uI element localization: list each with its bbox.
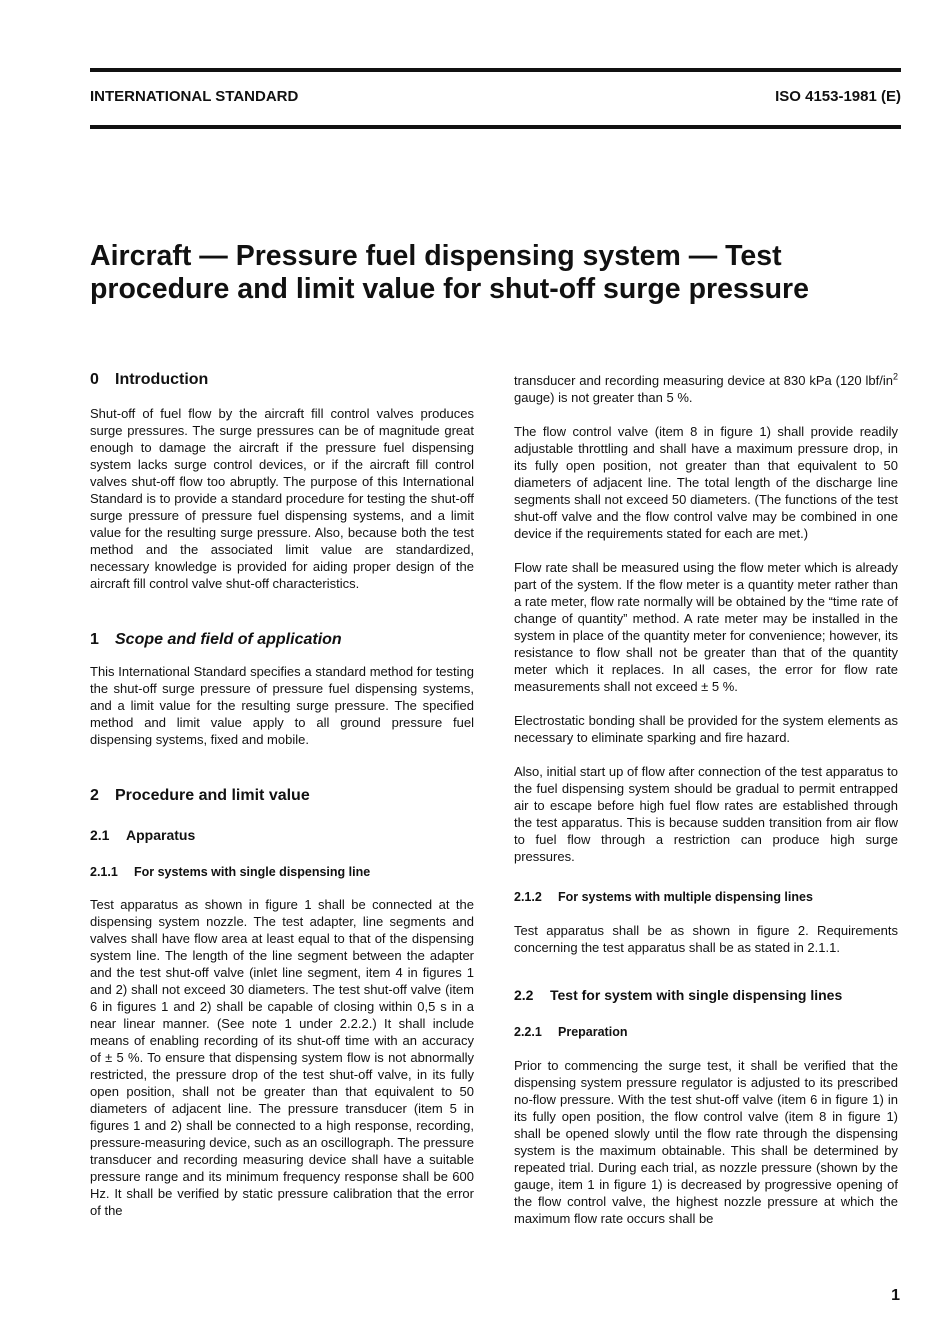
section-2-1-1-paragraph-1-continued: transducer and recording measuring device at 830 kPa (120 lbf/$in^2$ gauge) is not greater than 5 %. bbox=[514, 371, 898, 405]
section-2-1-1-paragraph-2: The flow control valve (item 8 in figure 1) shall provide readily adjustable throttling and shall have a maximum pressure drop, in its fully open position, not greater than that equivalent to 50 diameters of adjacent line. The total length of the discharge line segments shall not exceed 50 diameters. (The functions of the test shut-off valve and the flow control valve may be combined in one device if the requirements stated for each are met.) bbox=[514, 424, 898, 541]
document-type-label: INTERNATIONAL STANDARD bbox=[90, 88, 299, 105]
title-line-2: procedure and limit value for shut-off surge pressure bbox=[90, 273, 809, 305]
section-2-1-1-paragraph-3: Flow rate shall be measured using the flow meter which is already part of the system. If the flow meter is a quantity meter rather than a rate meter, flow rate normally will be obtained by the “time rate of change of quantity” method. A rate meter may be installed in the system in place of the quantity meter for convenience; however, its resistance to flow shall not be greater than that of the quantity meter which it replaces. In all cases, the error for flow rate measurements shall not exceed ± 5 %. bbox=[514, 560, 898, 694]
section-0-heading: 0 Introduction bbox=[90, 371, 209, 388]
section-2-heading: 2 Procedure and limit value bbox=[90, 787, 310, 804]
section-2-1-heading: 2.1 Apparatus bbox=[90, 827, 196, 843]
section-2-1-2-heading: 2.1.2 For systems with multiple dispensing lines bbox=[514, 890, 813, 904]
standard-number: ISO 4153-1981 (E) bbox=[775, 88, 901, 105]
section-0-paragraph: Shut-off of fuel flow by the aircraft fill control valves produces surge pressures. The surge pressures can be of magnitude great enough to damage the aircraft if the pressure fuel dispensing system lacks surge control devices, or if the aircraft fill control valves shut-off flow too abruptly. The purpose of this International Standard is to provide a standard procedure for testing the shut-off surge pressure of pressure fuel dispensing systems, and a limit value for the resulting surge pressure. Also, because both the test method and the associated limit value are standardized, necessary knowledge is provided for aiding proper design of the aircraft fill control valve shut-off characteristics. bbox=[90, 406, 474, 591]
section-1-heading: 1 Scope and field of application bbox=[90, 631, 342, 648]
section-2-2-1-paragraph: Prior to commencing the surge test, it shall be verified that the dispensing system pressure regulator is adjusted to its prescribed no-flow pressure. With the test shut-off valve (item 6 in figure 1) in its fully open position, the flow control valve (item 8 in figure 1) shall be opened slowly until the flow rate through the dispensing system is the maximum obtainable. This shall be determined by repeated trial. During each trial, as nozzle pressure (shown by the gauge, item 1 in figure 1) is decreased by progressive opening of the flow control valve, the highest nozzle pressure at which the maximum flow rate occurs shall be bbox=[514, 1058, 898, 1226]
page-title bbox=[90, 240, 890, 306]
section-2-1-1-paragraph-5: Also, initial start up of flow after connection of the test apparatus to the fuel dispensing system should be gradual to permit entrapped air to escape before high fuel flow rates are established through the test apparatus. This is because sudden transition from air flow to fuel flow through a restriction can produce high surge pressures. bbox=[514, 764, 898, 864]
section-2-2-heading: 2.2 Test for system with single dispensing lines bbox=[514, 987, 843, 1003]
section-1-paragraph: This International Standard specifies a standard method for testing the shut-off surge pressure of pressure fuel dispensing systems, and a limit value for the resulting surge pressure. The specified method and limit value apply to all ground pressure fuel dispensing systems, fixed and mobile. bbox=[90, 664, 474, 747]
page-number: 1 bbox=[891, 1287, 900, 1304]
section-2-1-1-paragraph-4: Electrostatic bonding shall be provided for the system elements as necessary to eliminate sparking and fire hazard. bbox=[514, 713, 898, 745]
right-column bbox=[514, 368, 898, 1227]
header-top-rule bbox=[90, 68, 901, 72]
section-2-1-2-paragraph: Test apparatus shall be as shown in figure 2. Requirements concerning the test apparatus shall be as stated in 2.1.1. bbox=[514, 923, 898, 955]
section-2-1-1-heading: 2.1.1 For systems with single dispensing line bbox=[90, 865, 371, 879]
header-bottom-rule bbox=[90, 125, 901, 129]
left-column bbox=[90, 368, 474, 1219]
title-line-1: Aircraft — Pressure fuel dispensing system — Test bbox=[90, 240, 782, 272]
section-2-1-1-paragraph-1: Test apparatus as shown in figure 1 shall be connected at the dispensing system nozzle. The test adapter, line segments and valves shall have flow area at least equal to that of the dispensing system line. The length of the line segment between the adapter and the test shut-off valve (inlet line segment, item 4 in figures 1 and 2) shall not exceed 30 diameters. The test shut-off valve (item 6 in figures 1 and 2) shall be capable of closing within 0,5 s in a near linear manner. (See note 1 under 2.2.2.) It shall include means of enabling recording of its shut-off time with an accuracy of ± 5 %. To ensure that dispensing system flow is not abnormally restricted, the pressure drop of the test shut-off valve, in its fully open position, shall not be greater than that equivalent to 50 diameters of adjacent line. The pressure transducer (item 5 in figures 1 and 2) shall be connected to a high response, recording, pressure-measuring device, such as an oscillograph. The pressure transducer and recording measuring device shall have a suitable pressure range and its minimum frequency response shall be 600 Hz. It shall be verified by static pressure calibration that the error of the bbox=[90, 897, 474, 1218]
section-2-2-1-heading: 2.2.1 Preparation bbox=[514, 1025, 628, 1039]
